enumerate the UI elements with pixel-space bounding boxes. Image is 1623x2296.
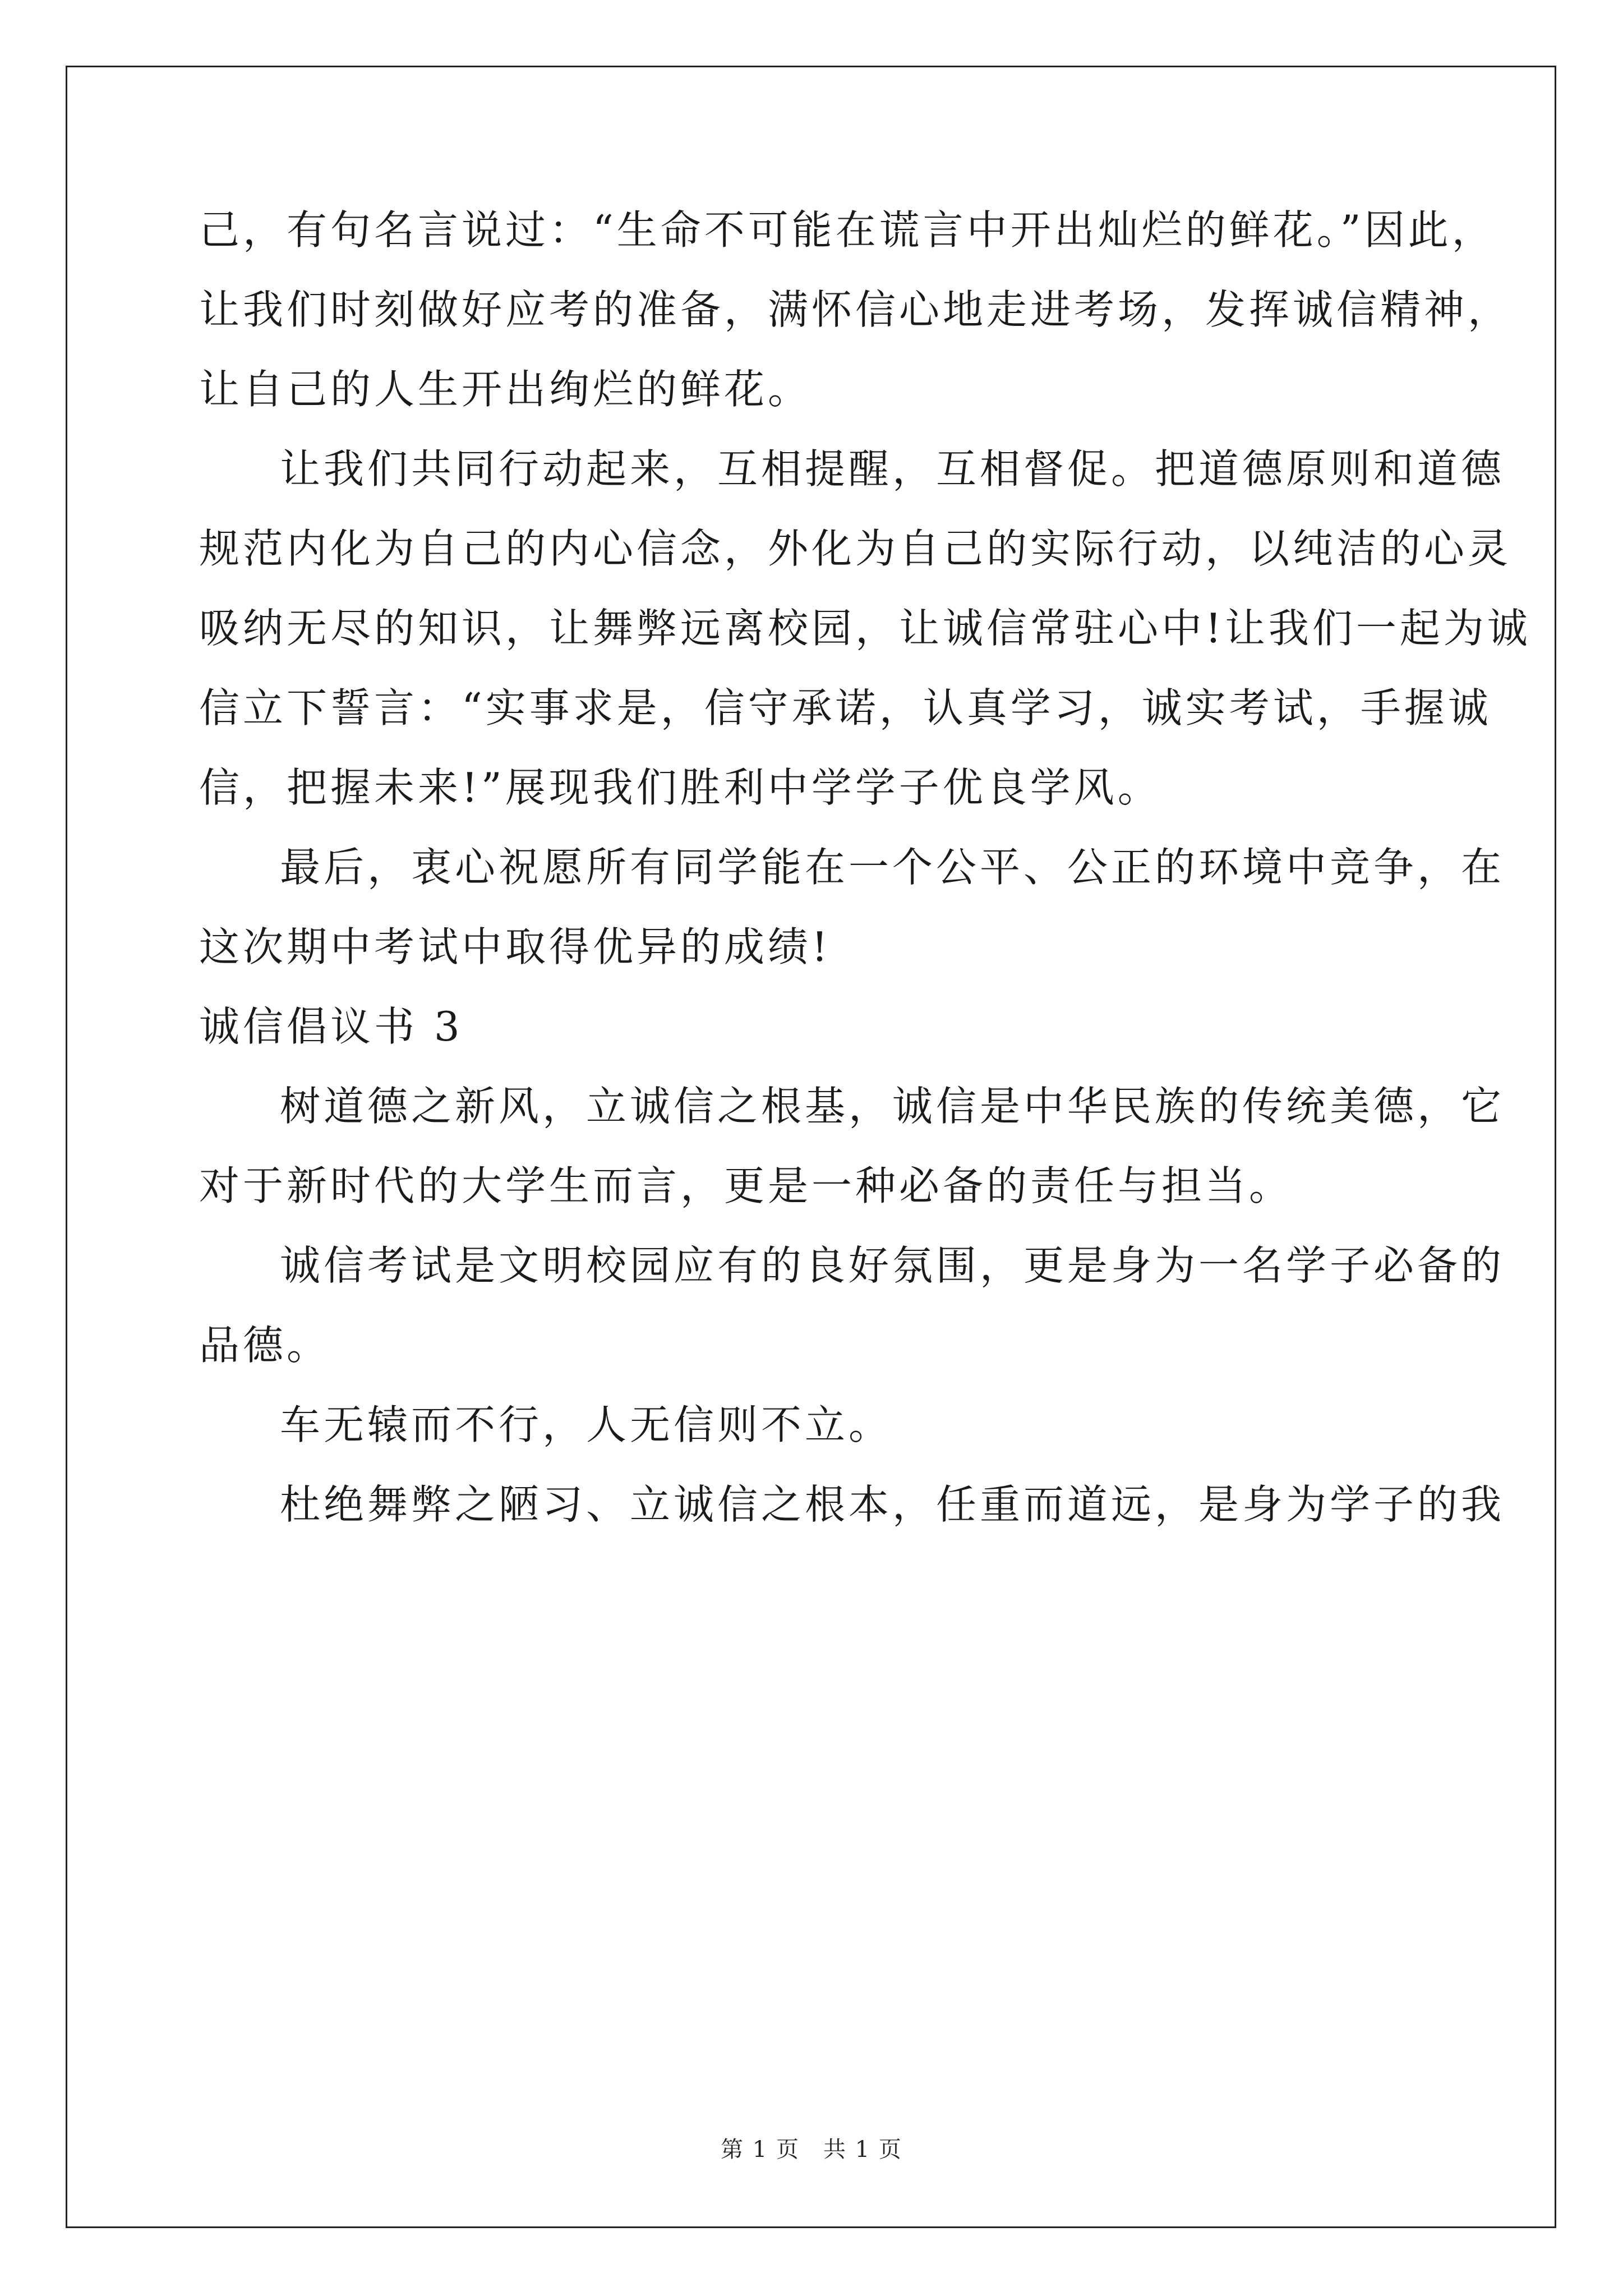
text-line: 己，有句名言说过：“生命不可能在谎言中开出灿烂的鲜花。”因此， <box>199 206 1496 254</box>
text-line: 这次期中考试中取得优异的成绩! <box>199 923 831 970</box>
page-number-footer: 第 1 页 共 1 页 <box>721 2137 902 2162</box>
text-line: 品德。 <box>199 1322 331 1369</box>
paragraph-first-line: 树道德之新风，立诚信之根基，诚信是中华民族的传统美德，它 <box>280 1083 1505 1130</box>
text-line: 吸纳无尽的知识，让舞弊远离校园，让诚信常驻心中!让我们一起为诚 <box>199 605 1531 652</box>
paragraph-first-line: 杜绝舞弊之陋习、立诚信之根本，任重而道远，是身为学子的我 <box>280 1481 1505 1528</box>
text-line: 让自己的人生开出绚烂的鲜花。 <box>199 366 812 413</box>
text-line: 对于新时代的大学生而言，更是一种必备的责任与担当。 <box>199 1162 1293 1209</box>
text-line: 让我们时刻做好应考的准备，满怀信心地走进考场，发挥诚信精神， <box>199 286 1512 333</box>
section-heading: 诚信倡议书 3 <box>199 1003 463 1050</box>
text-line: 规范内化为自己的内心信念，外化为自己的实际行动，以纯洁的心灵 <box>199 525 1512 572</box>
text-line: 信立下誓言：“实事求是，信守承诺，认真学习，诚实考试，手握诚 <box>199 684 1492 731</box>
paragraph-first-line: 让我们共同行动起来，互相提醒，互相督促。把道德原则和道德 <box>280 445 1505 493</box>
text-line: 信，把握未来!”展现我们胜利中学学子优良学风。 <box>199 764 1161 811</box>
paragraph-first-line: 车无辕而不行，人无信则不立。 <box>280 1401 893 1448</box>
paragraph-first-line: 最后，衷心祝愿所有同学能在一个公平、公正的环境中竞争，在 <box>280 844 1505 891</box>
paragraph-first-line: 诚信考试是文明校园应有的良好氛围，更是身为一名学子必备的 <box>280 1242 1505 1289</box>
